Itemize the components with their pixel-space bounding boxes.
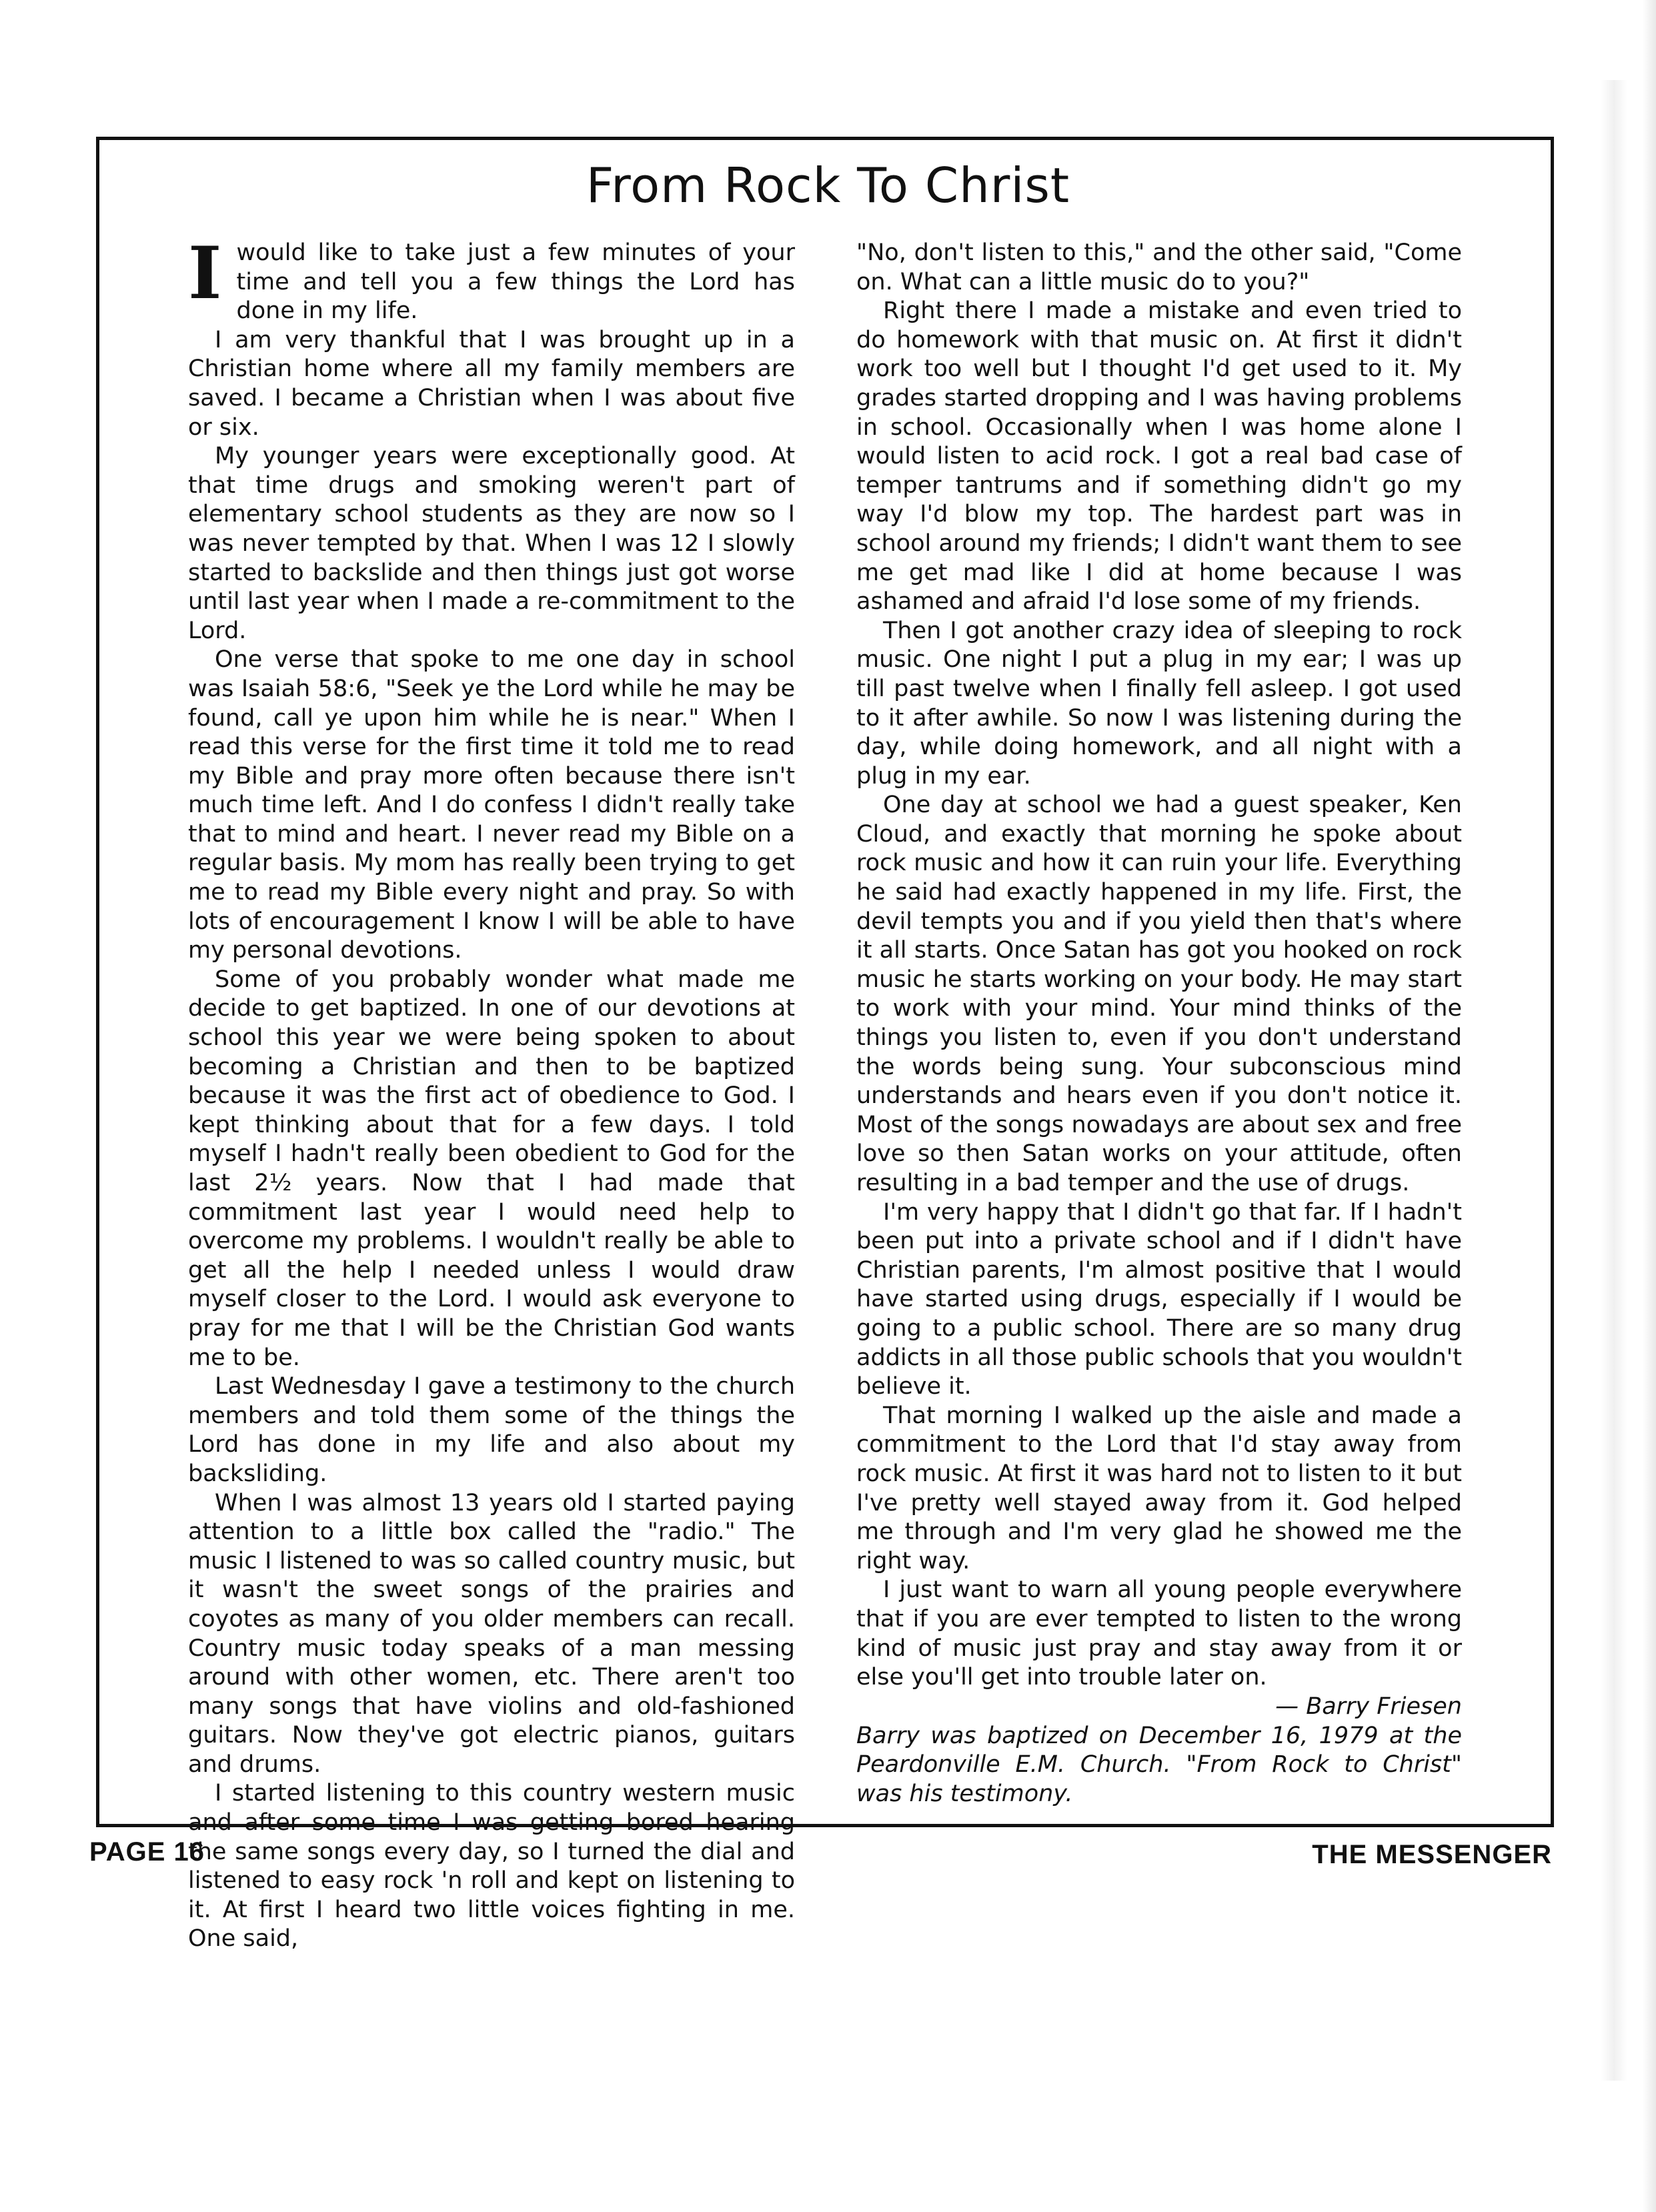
paragraph: One verse that spoke to me one day in school was Isaiah 58:6, "Seek ye the Lord while he may be found, call ye upon him while he is near." When I read this verse for the first time it told me to read my Bible and pray more often because there isn't much time left. And I do confess I didn't really take that to mind and heart. I never read my Bible on a regular basis. My mom has really been trying to get me to read my Bible every night and pray. So with lots of encouragement I know I will be able to have my personal devotions. [188, 646, 795, 964]
baptism-note: Barry was baptized on December 16, 1979 at the Peardonville E.M. Church. "From Rock to Christ" was his testimony. [856, 1722, 1462, 1807]
publication-name: THE MESSENGER [1312, 1840, 1552, 1869]
paragraph: I'm very happy that I didn't go that far. If I hadn't been put into a private school and if I didn't have Christian parents, I'm almost positive that I would have started using drugs, especially if I would be going to a public school. There are so many drug addicts in all those public schools that you wouldn't believe it. [856, 1198, 1462, 1400]
closing-paragraph [856, 1576, 1462, 1720]
scan-edge [1643, 0, 1656, 2212]
paragraph: Right there I made a mistake and even tried to do homework with that music on. At first it didn't work too well but I thought I'd get used to it. My grades started dropping and I was having problems in school. Occasionally when I was home alone I would listen to acid rock. I got a real bad case of temper tantrums and if something didn't go my way I'd blow my top. The hardest part was in school around my friends; I didn't want them to see me get mad like I did at home because I was ashamed and afraid I'd lose some of my friends. [856, 297, 1462, 616]
paragraph: When I was almost 13 years old I started paying attention to a little box called the "radio." The music I listened to was so called country music, but it wasn't the sweet songs of the prairies and coyotes as many of you older members can recall. Country music today speaks of a man messing around with other women, etc. There aren't too many songs that have violins and old-fashioned guitars. Now they've got electric pianos, guitars and drums. [188, 1489, 795, 1778]
right-column [856, 239, 1462, 1809]
scan-shadow [1601, 80, 1627, 2081]
paragraph: My younger years were exceptionally good. At that time drugs and smoking weren't part of elementary school students as they are now so I was never tempted by that. When I was 12 I slowly started to backslide and then things just got worse until last year when I made a re-commitment to the Lord. [188, 443, 795, 644]
opening-paragraph-text: would like to take just a few minutes of your time and tell you a few things the Lord has done in my life. [236, 239, 795, 325]
drop-cap: I [188, 231, 222, 315]
paragraph: One day at school we had a guest speaker, Ken Cloud, and exactly that morning he spoke about rock music and how it can ruin your life. Everything he said had exactly happened in my life. First, the devil tempts you and if you yield then that's where it all starts. Once Satan has got you hooked on rock music he starts working on your body. He may start to work with your mind. Your mind thinks of the things you listen to, even if you don't understand the words being sung. Your subconscious mind understands and hears even if you don't notice it. Most of the songs nowadays are about sex and free love so then Satan works on your attitude, often resulting in a bad temper and the use of drugs. [856, 792, 1462, 1196]
opening-paragraph [188, 231, 795, 326]
closing-paragraph-text: I just want to warn all young people everywhere that if you are ever tempted to listen to the wrong kind of music just pray and stay away from it or else you'll get into trouble later on. [856, 1576, 1462, 1691]
paragraph: I started listening to this country western music and after some time I was getting bored hearing the same songs every day, so I turned the dial and listened to easy rock 'n roll and kept on listening to it. At first I heard two little voices fighting in me. One said, [188, 1780, 795, 1953]
author-signature: — Barry Friesen [1275, 1693, 1462, 1720]
article-title: From Rock To Christ [586, 157, 1070, 213]
paragraph: I am very thankful that I was brought up in a Christian home where all my family members are saved. I became a Christian when I was about five or six. [188, 326, 795, 441]
continuation-paragraph: "No, don't listen to this," and the other said, "Come on. What can a little music do to you?" [856, 239, 1462, 295]
paragraph: Some of you probably wonder what made me decide to get baptized. In one of our devotions at school this year we were being spoken to about becoming a Christian and then to be baptized because it was the first act of obedience to God. I kept thinking about that for a few days. I told myself I hadn't really been obedient to God for the last 2½ years. Now that I had made that commitment last year I would need help to overcome my problems. I wouldn't really be able to get all the help I needed unless I would draw myself closer to the Lord. I would ask everyone to pray for me that I will be the Christian God wants me to be. [188, 966, 795, 1371]
left-column [188, 231, 795, 1954]
paragraph: Then I got another crazy idea of sleeping to rock music. One night I put a plug in my ear; I was up till past twelve when I finally fell asleep. I got used to it after awhile. So now I was listening during the day, while doing homework, and all night with a plug in my ear. [856, 617, 1462, 790]
paragraph: Last Wednesday I gave a testimony to the church members and told them some of the things the Lord has done in my life and also about my backsliding. [188, 1373, 795, 1487]
page-number: PAGE 16 [89, 1837, 205, 1867]
paragraph: That morning I walked up the aisle and made a commitment to the Lord that I'd stay away from rock music. At first it was hard not to listen to it but I've pretty well stayed away from it. God helped me through and I'm very glad he showed me the right way. [856, 1402, 1462, 1574]
